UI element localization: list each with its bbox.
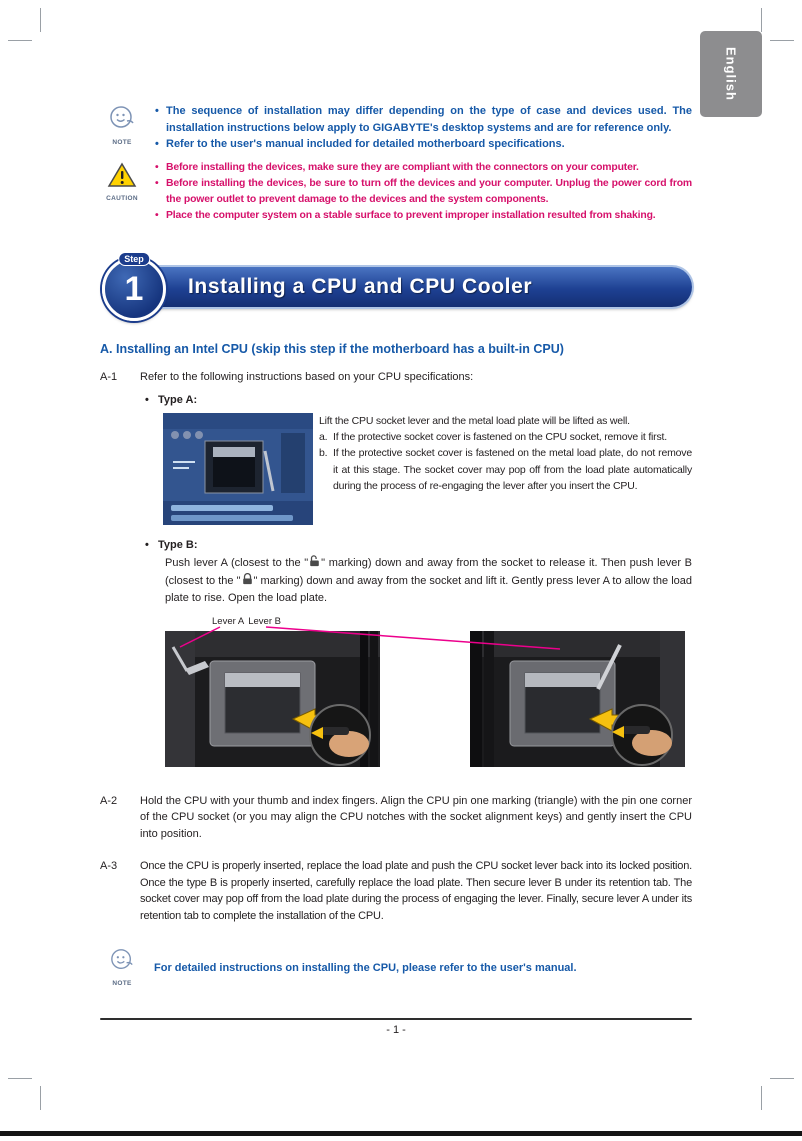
unlock-icon	[309, 555, 320, 573]
step-a3-label: A-3	[100, 860, 118, 873]
caution-items	[154, 160, 692, 225]
crop-mark	[761, 8, 762, 32]
type-a-item: a. If the protective socket cover is fastened on the CPU socket, remove it first.	[319, 431, 667, 444]
photo-lever-a	[165, 631, 380, 767]
lever-b-label: Lever B	[248, 615, 281, 627]
caution-icon-label: CAUTION	[106, 195, 138, 202]
step-a3-text: Once the CPU is properly inserted, replace the load plate and push the CPU socket lever back into its locked position. Once the type B is properly inserted, carefully replace the load plate. Then secure lever B under its retention tab. The socket cover may pop off from the load plate during the process of engaging the lever. Finally, secure lever A under its retention tab to complete the installation of the CPU.	[140, 860, 692, 922]
note-item: • Refer to the user's manual included for detailed motherboard specifications.	[154, 136, 692, 153]
step-badge-number: 1	[124, 270, 144, 308]
note-items	[154, 103, 692, 153]
note-icon-label: NOTE	[112, 138, 132, 146]
bottom-note-text: For detailed instructions on installing the CPU, please refer to the user's manual.	[154, 962, 577, 975]
note-icon-wrap	[100, 103, 144, 153]
step-a3	[100, 858, 692, 924]
crop-mark	[761, 1086, 762, 1110]
cpu-socket-photo-type-a	[163, 413, 313, 525]
language-tab-label: English	[723, 47, 739, 101]
photo-lever-b	[470, 631, 685, 767]
language-tab	[700, 31, 762, 117]
type-a-instructions	[319, 413, 692, 525]
step-banner-title: Installing a CPU and CPU Cooler	[188, 275, 533, 299]
type-a-item: b. If the protective socket cover is fastened on the metal load plate, do not remove it at this stage. The socket cover may pop off from the load plate automatically during the process of re-engaging the lever after you insert the CPU.	[319, 447, 692, 492]
caution-item: • Before installing the devices, make sure they are compliant with the connectors on your computer.	[154, 160, 692, 176]
page-edge-bar	[0, 1131, 802, 1136]
crop-mark	[770, 1078, 794, 1079]
bottom-note-icon-wrap	[100, 948, 144, 988]
type-a-bullet: • Type A:	[100, 392, 692, 409]
lever-figures	[100, 615, 692, 767]
crop-mark	[8, 40, 32, 41]
crop-mark	[40, 8, 41, 32]
section-a-heading: A. Installing an Intel CPU (skip this step if the motherboard has a built-in CPU)	[100, 342, 564, 356]
type-b-paragraph: Push lever A (closest to the " " marking) down and away from the socket to release it. Then push lever B (closest to the " " marking) down and away from the socket and lift it. Gently press lever A to allow the load plate to rise. Open the load plate.	[165, 557, 692, 605]
bottom-note	[100, 948, 692, 988]
type-b-bullet: • Type B:	[100, 537, 692, 554]
footer-rule	[100, 1018, 692, 1020]
step-a1-text: Refer to the following instructions based on your CPU specifications:	[140, 370, 474, 383]
caution-item: • Place the computer system on a stable surface to prevent improper installation resulted from shaking.	[154, 208, 692, 224]
crop-mark	[8, 1078, 32, 1079]
step-a2-label: A-2	[100, 794, 118, 807]
lock-icon	[242, 573, 253, 591]
step-banner	[100, 254, 692, 316]
note-icon	[108, 105, 136, 137]
step-number-badge	[102, 254, 166, 321]
note-item: • The sequence of installation may differ depending on the type of case and devices used. The installation instructions below apply to GIGABYTE's desktop systems and are for reference only.	[154, 103, 692, 136]
note-icon	[109, 948, 135, 978]
step-badge-label: Step	[118, 252, 150, 266]
lever-a-label: Lever A	[212, 615, 245, 627]
type-a-intro: Lift the CPU socket lever and the metal load plate will be lifted as well.	[319, 414, 630, 427]
step-banner-pill	[118, 267, 692, 307]
page-content	[100, 103, 692, 989]
crop-mark	[40, 1086, 41, 1110]
lever-callout-labels	[212, 615, 285, 629]
step-a1-label: A-1	[100, 370, 118, 383]
note-block	[100, 103, 692, 153]
step-a1	[100, 369, 692, 386]
note-icon-label: NOTE	[112, 979, 132, 987]
caution-item: • Before installing the devices, be sure to turn off the devices and your computer. Unplug the power cord from the power outlet to prevent damage to the devices and the system components.	[154, 176, 692, 208]
crop-mark	[770, 40, 794, 41]
caution-icon	[107, 162, 137, 194]
type-a-figure-row	[100, 413, 692, 525]
page-number: - 1 -	[386, 1024, 406, 1036]
step-a2-text: Hold the CPU with your thumb and index fingers. Align the CPU pin one marking (triangle) with the pin one corner of the CPU socket (or you may align the CPU notches with the socket alignment keys) and gently insert the CPU into position.	[140, 794, 692, 840]
step-a2	[100, 793, 692, 843]
caution-icon-wrap	[100, 160, 144, 225]
caution-block	[100, 160, 692, 225]
